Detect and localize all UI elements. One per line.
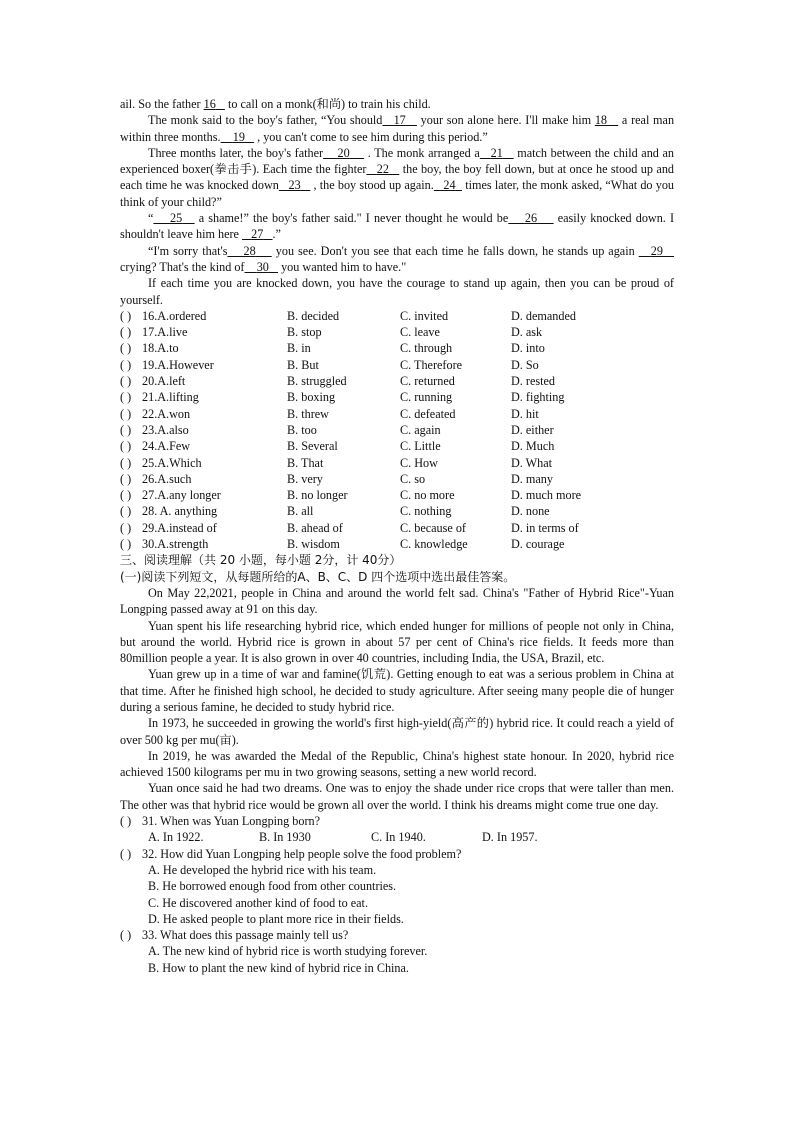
cloze-options (120, 308, 674, 552)
answer-bracket[interactable]: ( ) (120, 471, 132, 486)
answer-bracket[interactable]: ( ) (120, 488, 132, 503)
question-32: ( ) 32. How did Yuan Longping help people solve the food problem? (120, 846, 462, 861)
passage-paragraph-6: Yuan once said he had two dreams. One was to enjoy the shade under rice crops that were taller than men. The other was that hybrid rice would be grown all over the world. I think his dreams might come true one day. (120, 781, 674, 812)
option-row-17: ( ) 17.A.live B. stop C. leave D. ask (120, 325, 543, 340)
blank-29: 29 (650, 243, 663, 258)
cloze-paragraph-4: “ 25 a shame!” the boy's father said." I never thought he would be 26 easily knocked down. I shouldn't leave him here 27 .” (120, 211, 675, 242)
blank-23: 23 (288, 178, 301, 193)
passage-paragraph-5: In 2019, he was awarded the Medal of the Republic, China's highest state honour. In 2020, hybrid rice achieved 1500 kilograms per mu in two growing seasons, setting a new world record. (120, 748, 674, 780)
answer-bracket[interactable]: ( ) (120, 520, 132, 535)
passage-paragraph-4: In 1973, he succeeded in growing the world's first high-yield(高产的) hybrid rice. It could reach a yield of over 500 kg per mu(亩). (120, 716, 674, 747)
question-32-option-b: B. He borrowed enough food from other countries. (148, 879, 397, 894)
blank-24: 24 (443, 178, 456, 193)
answer-bracket[interactable]: ( ) (120, 325, 132, 340)
answer-bracket[interactable]: ( ) (120, 537, 132, 552)
question-32-option-c: C. He discovered another kind of food to eat. (148, 895, 368, 910)
blank-17: 17 (393, 113, 406, 128)
answer-bracket[interactable]: ( ) (120, 439, 132, 454)
answer-bracket[interactable]: ( ) (120, 814, 132, 829)
cloze-paragraph-1: ail. So the father 16 to call on a monk(和尚) to train his child. (120, 97, 431, 111)
question-33-option-a: A. The new kind of hybrid rice is worth studying forever. (148, 944, 428, 959)
blank-28: 28 (243, 243, 256, 258)
option-row-23: ( ) 23.A.also B. too C. again D. either (120, 422, 554, 437)
answer-bracket[interactable]: ( ) (120, 390, 132, 405)
option-row-22: ( ) 22.A.won B. threw C. defeated D. hit (120, 406, 539, 421)
passage-paragraph-2: Yuan spent his life researching hybrid rice, which ended hunger for millions of people not only in China, but around the world. Hybrid rice is grown in about 57 per cent of China's rice fields. It feeds more than 80million people a year. It is also grown in over 40 countries, including India, the USA, Brazil, etc. (120, 618, 674, 666)
question-31: ( ) 31. When was Yuan Longping born? (120, 814, 321, 829)
answer-bracket[interactable]: ( ) (120, 504, 132, 519)
passage-paragraph-3: Yuan grew up in a time of war and famine(饥荒). Getting enough to eat was a serious problem in China at that time. After he finished high school, he decided to study agriculture. After seeing many people die of hunger during a serious famine, he decided to study hybrid rice. (120, 667, 674, 714)
blank-16: 16 (203, 97, 216, 111)
option-row-18: ( ) 18.A.to B. in C. through D. into (120, 341, 545, 356)
option-row-25: ( ) 25.A.Which B. That C. How D. What (120, 455, 553, 470)
cloze-paragraph-2: The monk said to the boy's father, “You should 17 your son alone here. I'll make him 18 a real man within three months. 19 , you can't come to see him during this period.” (120, 113, 675, 144)
cloze-paragraph-3: Three months later, the boy's father 20 . The monk arranged a 21 match between the child and an experienced boxer(拳击手). Each time the fighter 22 the boy, the boy fell down, but at once he stood up and each time he was knocked down 23 , the boy stood up again. 24 times later, the monk asked, “What do you think of your child?” (120, 145, 675, 209)
option-row-24: ( ) 24.A.Few B. Several C. Little D. Much (120, 439, 555, 454)
blank-19: 19 (232, 129, 245, 144)
blank-21: 21 (490, 145, 503, 160)
blank-27: 27 (251, 227, 264, 242)
answer-bracket[interactable]: ( ) (120, 455, 132, 470)
answer-bracket[interactable]: ( ) (120, 374, 132, 389)
option-row-21: ( ) 21.A.lifting B. boxing C. running D. fighting (120, 390, 565, 405)
question-33: ( ) 33. What does this passage mainly tell us? (120, 928, 349, 943)
blank-30: 30 (256, 259, 269, 274)
passage-paragraph-1: On May 22,2021, people in China and around the world felt sad. China's "Father of Hybrid Rice"-Yuan Longping passed away at 91 on this day. (120, 585, 674, 617)
option-row-20: ( ) 20.A.left B. struggled C. returned D. rested (120, 374, 555, 389)
cloze-paragraph-6: If each time you are knocked down, you have the courage to stand up again, then you can be proud of yourself. (120, 276, 674, 307)
question-32-option-d: D. He asked people to plant more rice in their fields. (148, 911, 404, 926)
option-row-26: ( ) 26.A.such B. very C. so D. many (120, 471, 553, 486)
cloze-paragraph-5: “I'm sorry that's 28 you see. Don't you see that each time he falls down, he stands up again 29 crying? That's the kind of 30 you wanted him to have." (120, 243, 674, 276)
option-row-27: ( ) 27.A.any longer B. no longer C. no more D. much more (120, 488, 582, 503)
question-31-options: A. In 1922. B. In 1930 C. In 1940. D. In 1957. (148, 830, 538, 845)
option-row-30: ( ) 30.A.strength B. wisdom C. knowledge D. courage (120, 537, 565, 552)
option-row-29: ( ) 29.A.instead of B. ahead of C. because of D. in terms of (120, 520, 579, 535)
answer-bracket[interactable]: ( ) (120, 928, 132, 943)
blank-22: 22 (376, 162, 389, 177)
question-33-option-b: B. How to plant the new kind of hybrid rice in China. (148, 960, 409, 975)
answer-bracket[interactable]: ( ) (120, 357, 132, 372)
answer-bracket[interactable]: ( ) (120, 406, 132, 421)
blank-18: 18 (594, 113, 608, 128)
answer-bracket[interactable]: ( ) (120, 846, 132, 861)
option-row-19: ( ) 19.A.However B. But C. Therefore D. So (120, 357, 539, 372)
option-row-16: ( ) 16.A.ordered B. decided C. invited D. demanded (120, 308, 576, 323)
blank-20: 20 (337, 145, 350, 160)
blank-25: 25 (169, 211, 183, 226)
answer-bracket[interactable]: ( ) (120, 422, 132, 437)
blank-26: 26 (524, 211, 538, 226)
question-32-option-a: A. He developed the hybrid rice with his team. (148, 862, 377, 877)
answer-bracket[interactable]: ( ) (120, 341, 132, 356)
option-row-28: ( ) 28. A. anything B. all C. nothing D. none (120, 504, 550, 519)
section-heading: 三、阅读理解（共 20 小题，每小题 2分，计 40分） (120, 553, 402, 568)
answer-bracket[interactable]: ( ) (120, 308, 132, 323)
section-instruction: (一)阅读下列短文，从每题所给的A、B、C、D 四个选项中选出最佳答案。 (120, 569, 516, 584)
exam-page (120, 96, 674, 976)
